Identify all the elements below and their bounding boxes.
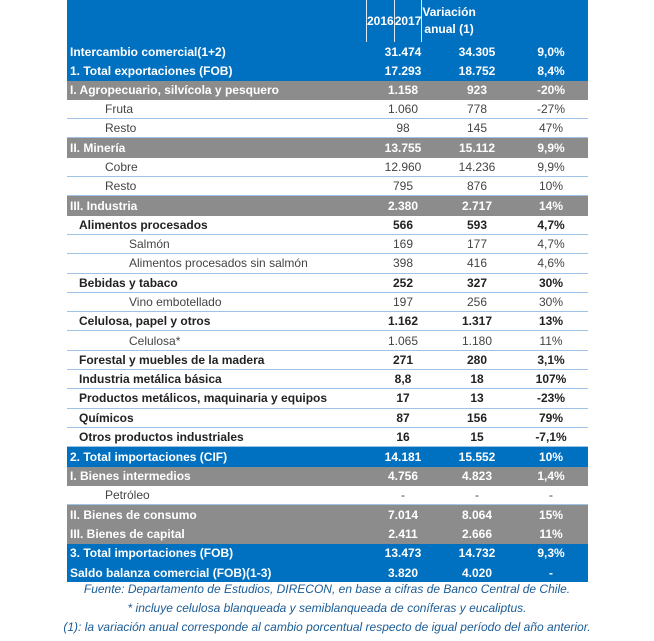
value-2016: 17 — [396, 391, 410, 406]
table-row — [67, 312, 588, 331]
value-2017: 280 — [466, 352, 488, 367]
value-variation: 11% — [539, 527, 563, 542]
asterisk-note: * incluye celulosa blanqueada y semiblanqueada de coníferas y eucaliptus. — [127, 601, 527, 615]
value-2016: 4.756 — [387, 469, 419, 484]
variation-note: (1): la variación anual corresponde al cambio porcentual respecto de igual período del año anterior. — [63, 620, 591, 634]
value-variation: 10% — [538, 449, 564, 464]
value-variation: - — [549, 565, 553, 580]
value-2016: 169 — [392, 237, 414, 252]
value-2016: 16 — [396, 430, 410, 445]
value-2017: 145 — [466, 121, 488, 136]
row-label: III. Industria — [70, 199, 138, 214]
value-2016: 1.060 — [387, 102, 419, 117]
value-2017: 4.823 — [461, 469, 493, 484]
table-row — [67, 447, 588, 466]
value-variation: 9,0% — [537, 44, 565, 59]
value-2016: 31.474 — [384, 44, 422, 59]
value-variation: 15% — [538, 507, 564, 522]
value-2016: 87 — [396, 410, 410, 425]
row-label: Alimentos procesados — [79, 217, 208, 232]
table-row — [67, 158, 588, 177]
value-2016: 7.014 — [387, 507, 419, 522]
value-variation: 14% — [538, 199, 564, 214]
table-row — [67, 505, 588, 524]
table-row — [67, 138, 588, 157]
header-2017: 2017 — [394, 0, 422, 42]
row-label: I. Agropecuario, silvícola y pesquero — [70, 83, 279, 98]
value-variation: 30% — [538, 295, 564, 309]
value-variation: 4,7% — [537, 237, 565, 252]
value-variation: -27% — [536, 102, 565, 117]
source-note: Fuente: Departamento de Estudios, DIRECON, en base a cifras de Banco Central de Chile. — [83, 582, 571, 596]
value-2017: 15 — [470, 430, 484, 445]
value-variation: 8,4% — [537, 63, 565, 78]
value-2017: 18.752 — [458, 63, 496, 78]
value-2016: 197 — [392, 295, 414, 309]
row-label: Industria metálica básica — [79, 372, 222, 387]
row-label: Químicos — [79, 410, 134, 425]
value-2016: - — [401, 487, 405, 502]
row-label: Celulosa, papel y otros — [79, 314, 211, 329]
value-2016: 1.158 — [387, 83, 419, 98]
table-row — [67, 81, 588, 100]
table-row — [67, 274, 588, 293]
table-row — [67, 486, 588, 505]
value-2017: 34.305 — [458, 44, 496, 59]
row-label: Salmón — [129, 237, 170, 252]
row-label: Saldo balanza comercial (FOB)(1-3) — [70, 565, 272, 580]
value-variation: - — [549, 487, 553, 502]
value-variation: 4,6% — [537, 256, 565, 271]
value-2017: 15.552 — [458, 449, 496, 464]
value-2017: - — [475, 487, 479, 502]
value-2016: 1.162 — [387, 314, 419, 329]
value-variation: 79% — [538, 410, 564, 425]
value-2017: 327 — [466, 275, 488, 290]
value-2017: 593 — [466, 217, 488, 232]
value-2017: 2.717 — [461, 199, 493, 214]
value-2016: 14.181 — [384, 449, 422, 464]
row-label: II. Bienes de consumo — [70, 507, 197, 522]
table-row — [67, 293, 588, 312]
value-2017: 876 — [466, 179, 488, 194]
trade-balance-table — [67, 0, 588, 582]
value-2017: 256 — [466, 295, 488, 309]
value-2016: 13.473 — [384, 546, 422, 561]
header-variation-line1: Variación — [422, 5, 476, 19]
value-variation: 13% — [538, 314, 564, 329]
value-2016: 566 — [392, 217, 414, 232]
value-2017: 14.236 — [458, 159, 496, 174]
value-variation: -7,1% — [535, 430, 567, 445]
value-variation: 11% — [539, 333, 563, 348]
row-label: Alimentos procesados sin salmón — [129, 256, 308, 271]
value-2016: 795 — [392, 179, 414, 194]
row-label: 3. Total importaciones (FOB) — [70, 546, 234, 561]
value-2017: 8.064 — [461, 507, 493, 522]
value-2016: 13.755 — [384, 141, 422, 156]
footnotes — [0, 580, 654, 637]
value-2016: 2.380 — [387, 199, 419, 214]
table-body — [67, 42, 588, 582]
row-label: Vino embotellado — [129, 295, 222, 309]
value-2017: 2.666 — [461, 527, 493, 542]
header-variation-line2: anual (1) — [424, 22, 474, 36]
value-variation: -20% — [536, 83, 565, 98]
table-row — [67, 100, 588, 119]
value-2016: 2.411 — [388, 527, 418, 542]
row-label: 1. Total exportaciones (FOB) — [70, 63, 233, 78]
value-2017: 416 — [466, 256, 488, 271]
value-variation: 10% — [538, 179, 564, 194]
value-2016: 398 — [392, 256, 414, 271]
table-row — [67, 177, 588, 196]
value-2016: 3.820 — [387, 565, 419, 580]
value-2016: 271 — [392, 352, 414, 367]
value-variation: 107% — [535, 372, 567, 387]
header-2016: 2016 — [366, 0, 394, 42]
value-variation: -23% — [536, 391, 565, 406]
row-label: II. Minería — [70, 141, 126, 156]
value-variation: 1,4% — [537, 469, 565, 484]
row-label: Forestal y muebles de la madera — [79, 352, 265, 367]
value-2016: 8,8 — [394, 372, 412, 387]
table-row — [67, 428, 588, 447]
row-label: Celulosa* — [129, 333, 181, 348]
value-variation: 3,1% — [537, 352, 565, 367]
value-2017: 156 — [466, 410, 488, 425]
value-2016: 98 — [396, 121, 410, 136]
row-label: 2. Total importaciones (CIF) — [70, 449, 228, 464]
value-variation: 9,9% — [537, 141, 565, 156]
value-2017: 177 — [466, 237, 488, 252]
row-label: Intercambio comercial(1+2) — [70, 44, 226, 59]
row-label: Productos metálicos, maquinaria y equipos — [79, 391, 328, 406]
value-variation: 4,7% — [537, 217, 565, 232]
row-label: Otros productos industriales — [79, 430, 244, 445]
table-row — [67, 119, 588, 138]
row-label: Resto — [105, 121, 137, 136]
table-row — [67, 409, 588, 428]
table-row — [67, 196, 588, 215]
table-row — [67, 389, 588, 408]
value-variation: 9,3% — [537, 546, 565, 561]
value-2017: 1.180 — [461, 333, 493, 348]
value-variation: 47% — [538, 121, 564, 136]
value-2016: 12.960 — [384, 159, 422, 174]
value-2016: 252 — [392, 275, 414, 290]
value-2017: 923 — [466, 83, 488, 98]
value-variation: 9,9% — [537, 159, 565, 174]
table-row — [67, 524, 588, 543]
value-2017: 15.112 — [458, 141, 496, 156]
value-variation: 30% — [538, 275, 564, 290]
table-row — [67, 467, 588, 486]
row-label: Bebidas y tabaco — [79, 275, 178, 290]
table-row — [67, 544, 588, 563]
row-label: III. Bienes de capital — [70, 527, 185, 542]
value-2017: 14.732 — [458, 546, 496, 561]
table-row — [67, 235, 588, 254]
header-variation — [421, 0, 475, 42]
table-row — [67, 351, 588, 370]
table-row — [67, 42, 588, 61]
value-2017: 4.020 — [461, 565, 493, 580]
value-2017: 18 — [470, 372, 484, 387]
value-2017: 13 — [470, 391, 484, 406]
value-2016: 17.293 — [384, 63, 422, 78]
row-label: Fruta — [105, 102, 134, 117]
row-label: I. Bienes intermedios — [70, 469, 191, 484]
table-row — [67, 331, 588, 350]
row-label: Petróleo — [105, 487, 150, 502]
value-2017: 778 — [466, 102, 488, 117]
value-2017: 1.317 — [461, 314, 493, 329]
table-header — [67, 0, 588, 42]
table-row — [67, 254, 588, 273]
table-row — [67, 370, 588, 389]
row-label: Resto — [105, 179, 137, 194]
table-row — [67, 216, 588, 235]
table-row — [67, 61, 588, 80]
value-2016: 1.065 — [387, 333, 419, 348]
row-label: Cobre — [105, 159, 138, 174]
